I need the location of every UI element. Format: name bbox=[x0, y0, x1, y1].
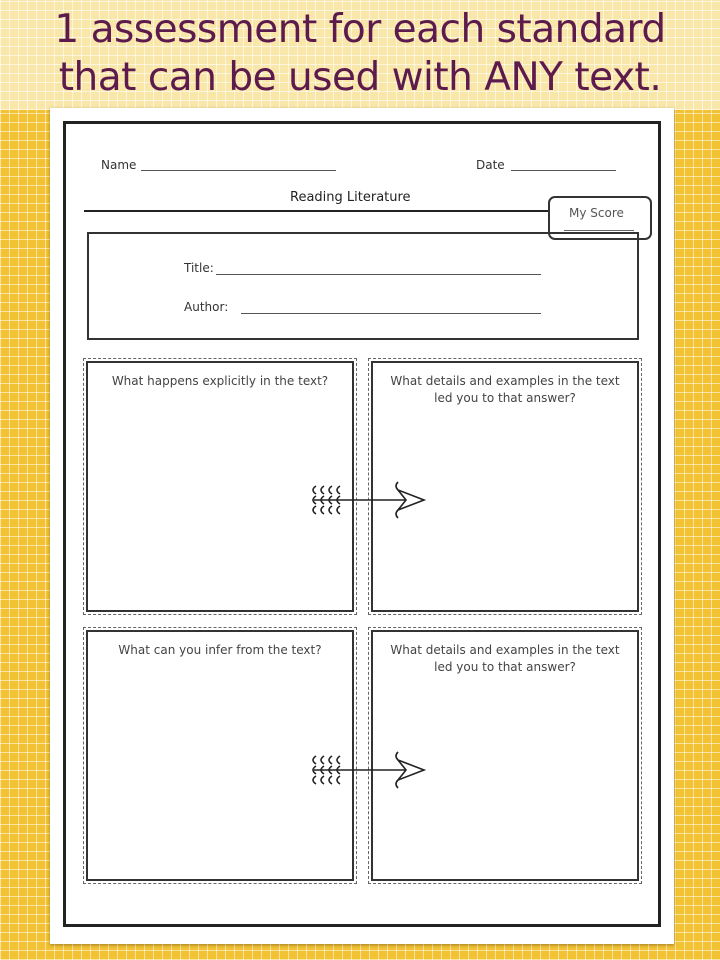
headline-line-2: that can be used with ANY text. bbox=[58, 55, 662, 100]
question-prompt: What can you infer from the text? bbox=[118, 643, 322, 657]
title-author-box bbox=[87, 232, 639, 340]
question-prompt: What happens explicitly in the text? bbox=[111, 374, 329, 388]
name-label: Name bbox=[101, 158, 137, 172]
date-label: Date bbox=[476, 158, 505, 172]
worksheet-page bbox=[50, 108, 674, 944]
banner bbox=[0, 0, 720, 110]
headline-line-1: 1 assessment for each standard bbox=[54, 7, 666, 52]
title-line bbox=[216, 274, 541, 275]
name-line bbox=[141, 170, 336, 171]
arrow-icon bbox=[306, 744, 436, 794]
title-label: Title: bbox=[184, 261, 214, 275]
date-line bbox=[511, 170, 616, 171]
arrow-icon bbox=[306, 474, 436, 524]
question-prompt: What details and examples in the text led you to that answer? bbox=[390, 374, 620, 405]
question-prompt: What details and examples in the text led you to that answer? bbox=[390, 643, 620, 674]
worksheet-heading: Reading Literature bbox=[290, 190, 411, 205]
score-line bbox=[564, 230, 634, 231]
author-label: Author: bbox=[184, 300, 229, 314]
heading-rule bbox=[84, 210, 549, 212]
worksheet-frame bbox=[63, 121, 661, 927]
author-line bbox=[241, 313, 541, 314]
score-label: My Score bbox=[569, 206, 624, 220]
